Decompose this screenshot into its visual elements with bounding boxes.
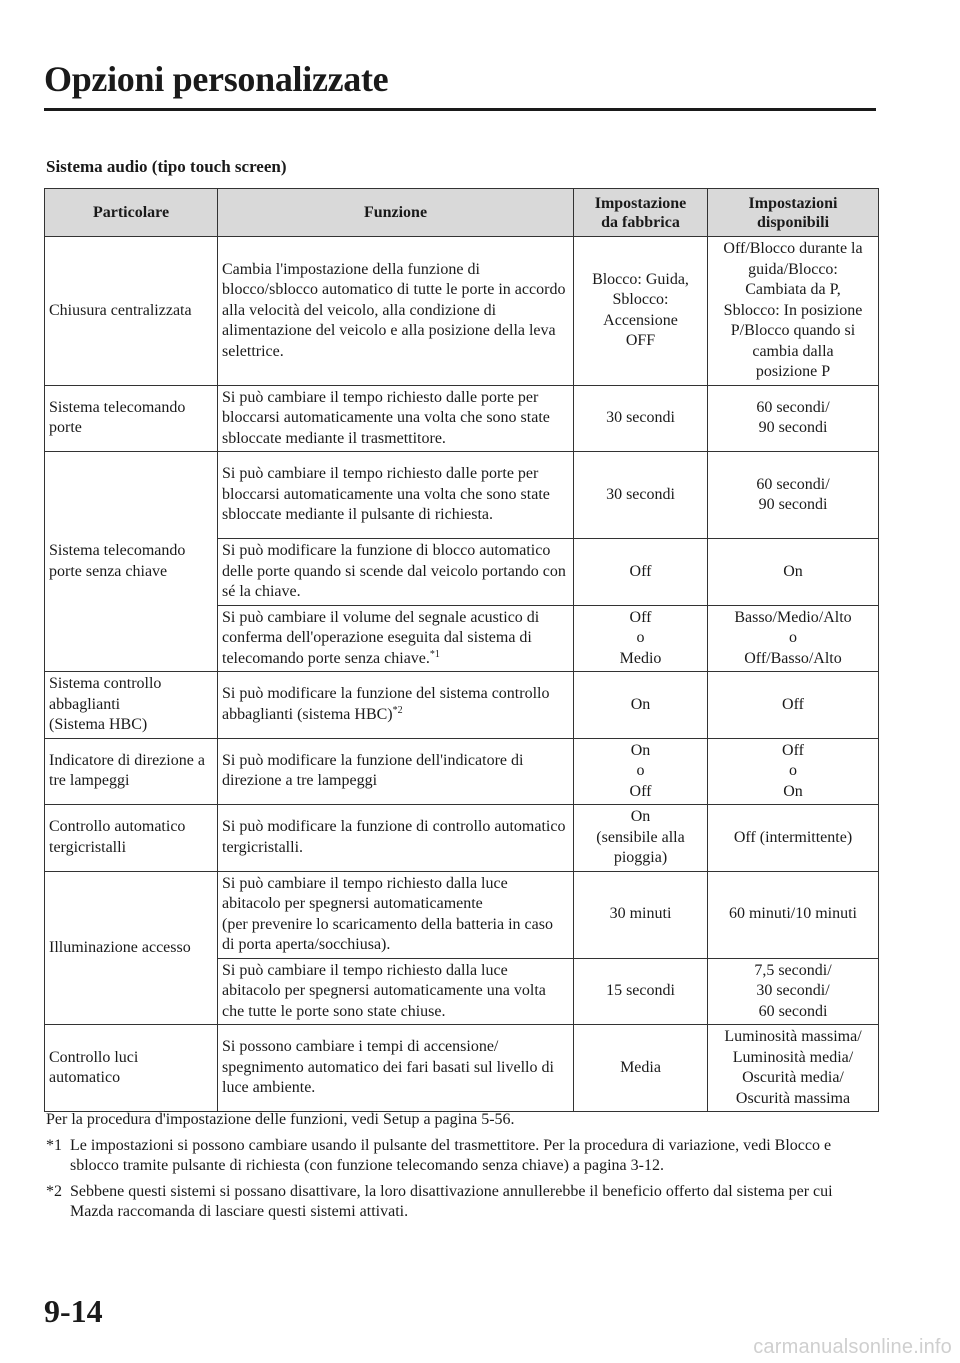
row-item: Controllo luci automatico: [45, 1025, 218, 1112]
row-item: Indicatore di direzione a tre lampeggi: [45, 738, 218, 805]
row-available: Off o On: [708, 738, 879, 805]
row-available: Off (intermittente): [708, 805, 879, 872]
notes: [46, 1110, 876, 1223]
table-row: [45, 805, 879, 872]
notes-intro: Per la procedura d'impostazione delle funzioni, vedi Setup a pagina 5-56.: [46, 1111, 515, 1128]
table-row: [45, 452, 879, 539]
row-available: On: [708, 539, 879, 606]
row-available: 7,5 secondi/ 30 secondi/ 60 secondi: [708, 958, 879, 1025]
section-title: Sistema audio (tipo touch screen): [46, 157, 287, 176]
row-item: Controllo automatico tergicristalli: [45, 805, 218, 872]
row-function: Si può modificare la funzione di controllo automatico tergicristalli.: [218, 805, 574, 872]
row-default: Off o Medio: [574, 605, 708, 672]
table-row: [45, 1025, 879, 1112]
footnote-2-text: Sebbene questi sistemi si possano disattivare, la loro disattivazione annullerebbe il beneficio offerto dal sistema per cui Mazda raccomanda di lasciare questi sistemi attivati.: [70, 1182, 833, 1220]
table-row: [45, 738, 879, 805]
row-default: 30 secondi: [574, 385, 708, 452]
footnote-1-mark: *1: [46, 1136, 62, 1154]
footnote-2-mark: *2: [46, 1182, 62, 1200]
row-item: Chiusura centralizzata: [45, 237, 218, 386]
row-function: Si può cambiare il tempo richiesto dalle porte per bloccarsi automaticamente una volta che sono state sbloccate mediante il pulsante di richiesta.: [218, 452, 574, 539]
col-header-item: Particolare: [45, 189, 218, 237]
row-function: Si può cambiare il volume del segnale acustico di conferma dell'operazione eseguita dal sistema di telecomando porte senza chiave.$^{*1}$: [218, 605, 574, 672]
table-row: [45, 237, 879, 386]
table-header-row: [45, 189, 879, 237]
row-available: Luminosità massima/ Luminosità media/ Oscurità media/ Oscurità massima: [708, 1025, 879, 1112]
page-number: 9-14: [44, 1293, 103, 1329]
row-available: Off: [708, 672, 879, 739]
row-item: Sistema telecomando porte senza chiave: [45, 452, 218, 672]
row-available: 60 secondi/ 90 secondi: [708, 385, 879, 452]
row-default: Media: [574, 1025, 708, 1112]
row-function: Si possono cambiare i tempi di accensione/ spegnimento automatico dei fari basati sul livello di luce ambiente.: [218, 1025, 574, 1112]
footnote-ref-2: *2: [392, 704, 403, 716]
row-default: On o Off: [574, 738, 708, 805]
row-function: Si può cambiare il tempo richiesto dalla luce abitacolo per spegnersi automaticamente (per prevenire lo scaricamento della batteria in caso di porta aperta/socchiusa).: [218, 871, 574, 958]
footnote-ref-1: *1: [429, 648, 440, 660]
table-row: [45, 672, 879, 739]
row-function: Si può cambiare il tempo richiesto dalla luce abitacolo per spegnersi automaticamente una volta che tutte le porte sono state chiuse.: [218, 958, 574, 1025]
row-available: Basso/Medio/Alto o Off/Basso/Alto: [708, 605, 879, 672]
row-default: 30 minuti: [574, 871, 708, 958]
row-default: On (sensibile alla pioggia): [574, 805, 708, 872]
table-row: [45, 871, 879, 958]
footnote-1-text: Le impostazioni si possono cambiare usando il pulsante del trasmettitore. Per la procedura di variazione, vedi Blocco e sblocco tramite pulsante di richiesta (con funzione telecomando senza chiave) a pagina 3-12.: [70, 1136, 832, 1174]
row-function: Si può modificare la funzione di blocco automatico delle porte quando si scende dal veicolo portando con sé la chiave.: [218, 539, 574, 606]
row-available: Off/Blocco durante la guida/Blocco: Cambiata da P, Sblocco: In posizione P/Blocco quando si cambia dalla posizione P: [708, 237, 879, 386]
page-title: Opzioni personalizzate: [44, 59, 389, 99]
col-header-default: Impostazione da fabbrica: [574, 189, 708, 237]
row-available: 60 minuti/10 minuti: [708, 871, 879, 958]
row-available: 60 secondi/ 90 secondi: [708, 452, 879, 539]
settings-table: [44, 188, 879, 1112]
footnote-2: [46, 1182, 876, 1223]
row-default: Blocco: Guida, Sblocco: Accensione OFF: [574, 237, 708, 386]
watermark: carmanualsonline.info: [753, 1336, 952, 1358]
row-default: On: [574, 672, 708, 739]
row-function: Si può modificare la funzione del sistema controllo abbaglianti (sistema HBC)$^{*2}$: [218, 672, 574, 739]
row-function: Si può modificare la funzione dell'indicatore di direzione a tre lampeggi: [218, 738, 574, 805]
row-item: Illuminazione accesso: [45, 871, 218, 1025]
title-rule: [44, 108, 876, 111]
row-item: Sistema telecomando porte: [45, 385, 218, 452]
row-function: Cambia l'impostazione della funzione di blocco/sblocco automatico di tutte le porte in accordo alla velocità del veicolo, alla condizione di alimentazione del veicolo e alla posizione della leva selettrice.: [218, 237, 574, 386]
footnote-1: [46, 1136, 876, 1177]
row-default: Off: [574, 539, 708, 606]
row-default: 15 secondi: [574, 958, 708, 1025]
row-function: Si può cambiare il tempo richiesto dalle porte per bloccarsi automaticamente una volta che sono state sbloccate mediante il trasmettitore.: [218, 385, 574, 452]
col-header-function: Funzione: [218, 189, 574, 237]
row-item: Sistema controllo abbaglianti (Sistema HBC): [45, 672, 218, 739]
row-default: 30 secondi: [574, 452, 708, 539]
table-row: [45, 385, 879, 452]
col-header-available: Impostazioni disponibili: [708, 189, 879, 237]
